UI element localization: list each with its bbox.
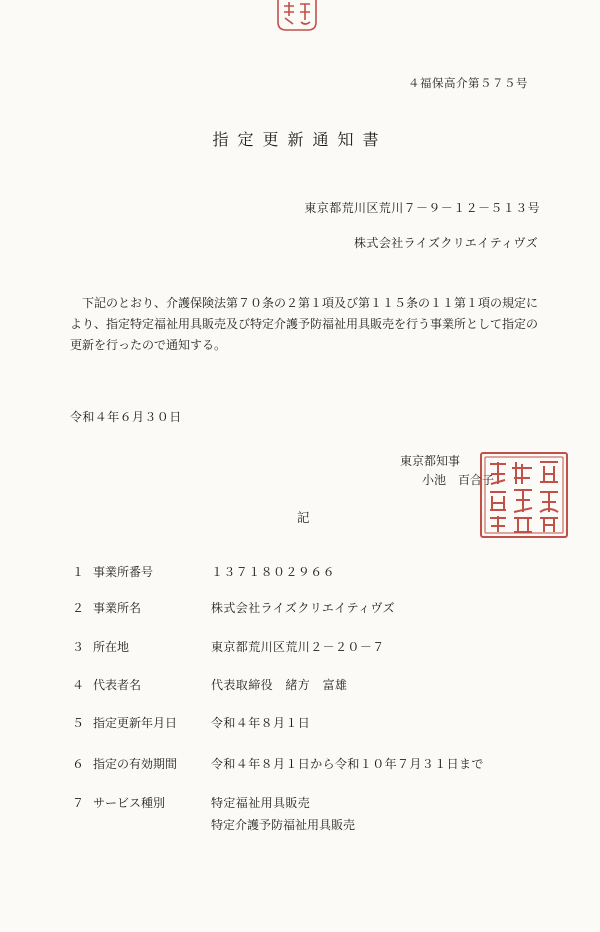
recipient-address: 東京都荒川区荒川７－９－１２－５１３号 — [304, 201, 540, 215]
body-paragraph — [70, 293, 550, 356]
item-value: 東京都荒川区荒川２－２０－７ — [211, 640, 385, 654]
issuer-title: 東京都知事 — [400, 454, 461, 468]
list-item — [0, 600, 600, 618]
item-number: ５ — [72, 716, 85, 730]
item-value: 株式会社ライズクリエイティヴズ — [211, 601, 395, 615]
body-line: 更新を行ったので通知する。 — [70, 338, 227, 352]
item-value: 代表取締役 緒方 富雄 — [211, 678, 348, 692]
item-value: １３７１８０２９６６ — [211, 565, 336, 579]
list-item — [0, 677, 600, 695]
page-title: 指定更新通知書 — [212, 130, 388, 149]
recipient-company: 株式会社ライズクリエイティヴズ — [354, 236, 538, 250]
item-number: ３ — [72, 640, 85, 654]
body-line: より、指定特定福祉用具販売及び特定介護予防福祉用具販売を行う事業所として指定の — [70, 317, 539, 331]
governor-seal-icon — [478, 450, 570, 540]
issue-date: 令和４年６月３０日 — [70, 410, 182, 424]
item-number: １ — [72, 565, 85, 579]
item-label: 事業所番号 — [93, 565, 154, 579]
item-label: 代表者名 — [93, 678, 142, 692]
item-number: ２ — [72, 601, 85, 615]
item-value-secondary: 特定介護予防福祉用具販売 — [211, 818, 356, 832]
list-item — [0, 564, 600, 582]
item-label: サービス種別 — [93, 796, 166, 810]
item-label: 所在地 — [93, 640, 130, 654]
item-label: 事業所名 — [93, 601, 142, 615]
item-label: 指定更新年月日 — [93, 716, 178, 730]
item-label: 指定の有効期間 — [93, 757, 178, 771]
ki-heading: 記 — [297, 510, 310, 525]
item-number: ６ — [72, 757, 85, 771]
official-seal-top-icon — [274, 0, 320, 34]
body-line: 下記のとおり、介護保険法第７０条の２第１項及び第１１５条の１１第１項の規定に — [70, 296, 539, 310]
item-value: 令和４年８月１日から令和１０年７月３１日まで — [211, 757, 484, 771]
item-number: ４ — [72, 678, 85, 692]
item-value: 令和４年８月１日 — [211, 716, 311, 730]
issuer-name: 小池 百合子 — [422, 473, 495, 487]
list-item — [0, 639, 600, 657]
list-item — [0, 715, 600, 733]
list-item — [0, 795, 600, 835]
document-number: ４福保高介第５７５号 — [408, 76, 528, 90]
item-value: 特定福祉用具販売 — [211, 796, 311, 810]
item-number: ７ — [72, 796, 85, 810]
list-item — [0, 756, 600, 774]
